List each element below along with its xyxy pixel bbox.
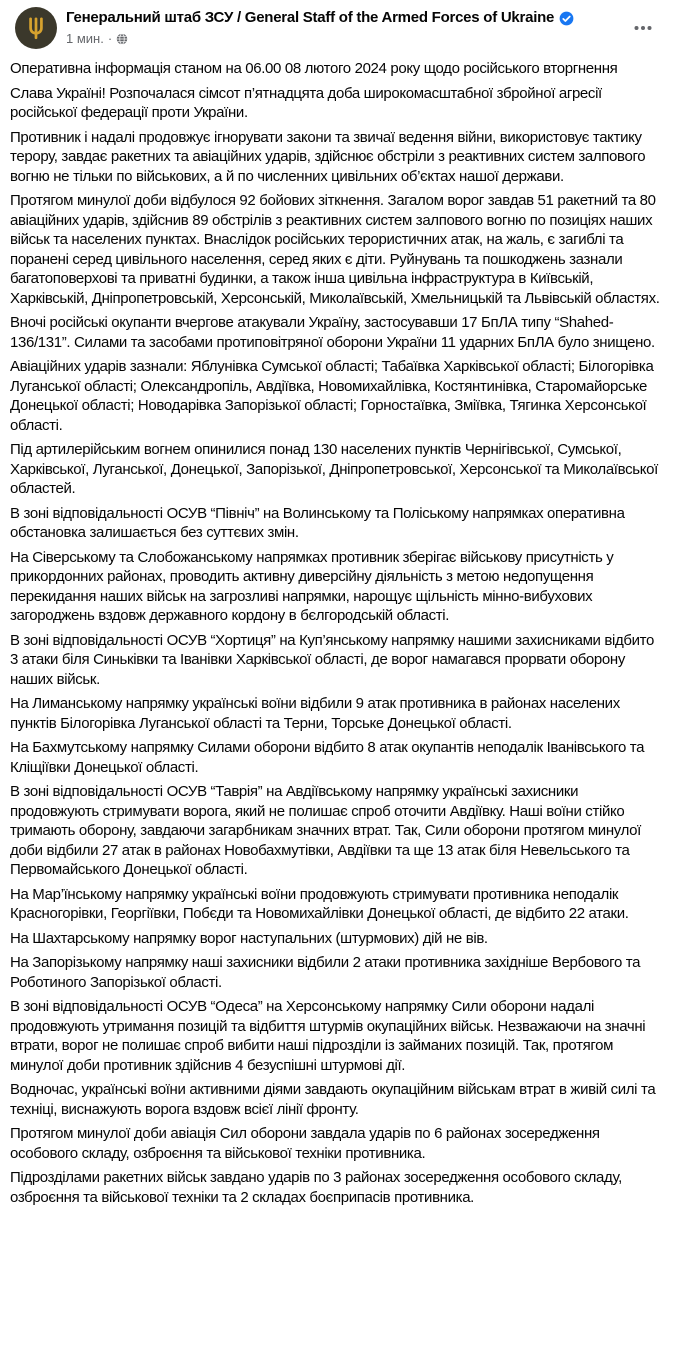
post-paragraph: В зоні відповідальності ОСУВ “Таврія” на Авдіївському напрямку українські захисники продовжують стримувати ворога, який не полишає спроб оточити Авдіївку. Наші воїни стійко тримають оборону, завдаючи загарбникам значних втрат. Так, Сили оборони протягом минулої доби відбили 27 атак в районах Новобахмутівки, Авдіївки та ще 13 атак біля Невельського та Первомайського Донецької області. — [10, 783, 641, 878]
post-body — [0, 49, 674, 1207]
post-paragraph: На Лиманському напрямку українські воїни відбили 9 атак противника в районах населених пунктів Білогорівка Луганської області та Терни, Торське Донецької області. — [10, 695, 620, 732]
timestamp-link[interactable]: 1 мин. — [66, 31, 104, 46]
page-name-link[interactable]: Генеральний штаб ЗСУ / General Staff of the Armed Forces of Ukraine — [66, 9, 555, 26]
post-paragraph: Слава Україні! Розпочалася сімсот п’ятнадцята доба широкомасштабної збройної агресії російської федерації проти України. — [10, 84, 602, 121]
post-paragraph: На Запорізькому напрямку наші захисники відбили 2 атаки противника західніше Вербового та Роботиного Запорізької області. — [10, 954, 641, 991]
meta-separator: · — [107, 31, 113, 46]
post-header-info — [66, 7, 626, 47]
post-paragraph: В зоні відповідальності ОСУВ “Північ” на Волинському та Поліському напрямках оперативна обстановка залишається без суттєвих змін. — [10, 504, 625, 541]
verified-badge-icon — [559, 11, 574, 26]
post-paragraph: На Сіверському та Слобожанському напрямках противник зберігає військову присутність у прикордонних районах, проводить активну диверсійну діяльність з метою недопущення перекидання наших військ на загрозливі напрямки, нарощує щільність мінно-вибухових загороджень вздовж державного кордону в бєлгородській області. — [10, 548, 614, 624]
post-paragraph: Авіаційних ударів зазнали: Яблунівка Сумської області; Табаївка Харківської області; Білогорівка Луганської області; Олександропіль, Авдіївка, Новомихайлівка, Костянтинівка, Старомайорське Донецької області; Новодарівка Запорізької області; Горностаївка, Зміївка, Тягинка Херсонської області. — [10, 358, 654, 434]
post-meta-row — [66, 30, 626, 47]
post-paragraph: На Шахтарському напрямку ворог наступальних (штурмових) дій не вів. — [10, 929, 488, 947]
page-avatar[interactable] — [15, 7, 57, 49]
ukrainian-trident-icon — [23, 15, 49, 41]
post-paragraph: В зоні відповідальності ОСУВ “Хортиця” на Куп’янському напрямку нашими захисниками відбито 3 атаки біля Синьківки та Іванівки Харківської області, де ворог намагався прорвати оборону наших військ. — [10, 631, 655, 688]
post-paragraph: Водночас, українські воїни активними діями завдають окупаційним військам втрат в живій силі та техніці, виснажують ворога вздовж всієї лінії фронту. — [10, 1081, 656, 1118]
post-header — [0, 0, 674, 49]
post-paragraph: Вночі російські окупанти вчергове атакували Україну, застосувавши 17 БпЛА типу “Shahed-136/131”. Силами та засобами протиповітряної оборони України 11 ударних БпЛА було знищено. — [10, 314, 655, 351]
page-name-row — [66, 8, 626, 28]
post-paragraph: Противник і надалі продовжує ігнорувати закони та звичаї ведення війни, використовує тактику терору, завдає ракетних та авіаційних ударів, здійснює обстріли з реактивних систем залпового вогню не тільки по військових, а й по численних цивільних об’єктах нашої держави. — [10, 128, 646, 185]
post-paragraph: Оперативна інформація станом на 06.00 08 лютого 2024 року щодо російського вторгнення — [10, 60, 618, 77]
post-paragraph: Протягом минулої доби відбулося 92 бойових зіткнення. Загалом ворог завдав 51 ракетний та 80 авіаційних ударів, здійснив 89 обстрілів з реактивних систем залпового вогню по позиціях наших військ та населених пунктах. Внаслідок російських терористичних атак, на жаль, є загиблі та поранені серед цивільного населення, серед яких є діти. Руйнувань та пошкоджень зазнали багатоповерхові та приватні будинки, а також інша цивільна інфраструктура в Київській, Харківській, Дніпропетровській, Херсонській, Миколаївській, Хмельницькій та Львівській областях. — [10, 192, 660, 307]
three-dots-icon — [632, 17, 654, 39]
post-paragraph: Протягом минулої доби авіація Сил оборони завдала ударів по 6 районах зосередження особового складу, озброєння та військової техніки противника. — [10, 1125, 600, 1162]
globe-icon — [116, 33, 128, 45]
post-paragraph: Під артилерійським вогнем опинилися понад 130 населених пунктів Чернігівської, Сумської, Харківської, Луганської, Донецької, Запорізької, Дніпропетровської, Херсонської та Миколаївської областей. — [10, 441, 658, 497]
more-options-button[interactable] — [626, 7, 660, 45]
post-paragraph: На Бахмутському напрямку Силами оборони відбито 8 атак окупантів неподалік Іванівського та Кліщіївки Донецької області. — [10, 739, 645, 776]
post-paragraph: На Мар’їнському напрямку українські воїни продовжують стримувати противника неподалік Красногорівки, Георгіївки, Побєди та Новомихайлівки Донецької області, де відбито 22 атаки. — [10, 885, 629, 922]
post-paragraph: В зоні відповідальності ОСУВ “Одеса” на Херсонському напрямку Сили оборони надалі продовжують утримання позицій та відбиття штурмів окупаційних військ. Незважаючи на значні втрати, ворог не полишає спроб вибити наші підрозділи із займаних позицій. Так, протягом минулої доби противник здійснив 4 безуспішні штурмові дії. — [10, 998, 646, 1074]
post-paragraph: Підрозділами ракетних військ завдано ударів по 3 районах зосередження особового складу, озброєння та військової техніки та 2 складах боєприпасів противника. — [10, 1169, 622, 1206]
